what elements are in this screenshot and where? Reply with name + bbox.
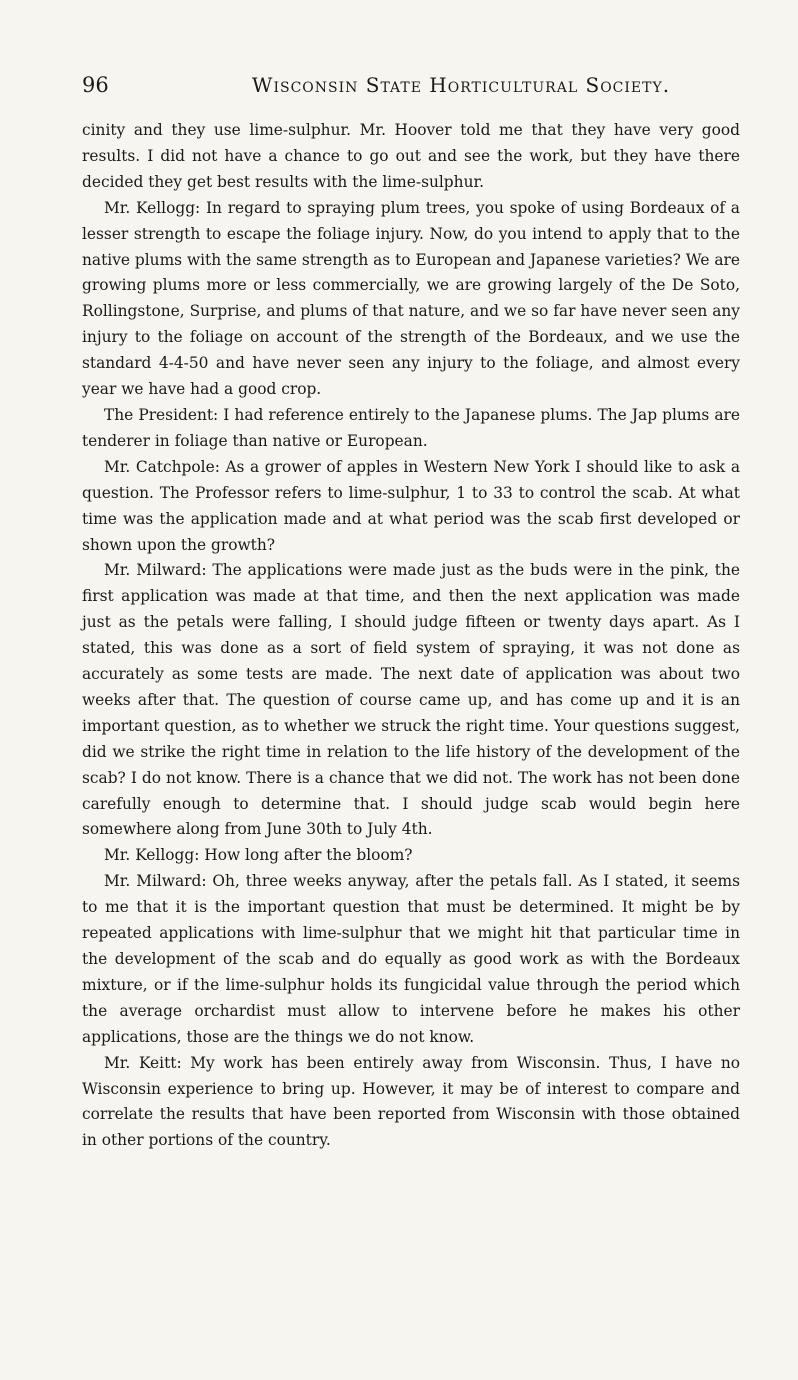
document-page	[82, 70, 740, 1154]
paragraph-milward-followup: Mr. Milward: Oh, three weeks anyway, after the petals fall. As I stated, it seems to me that it is the important question that must be determined. It might be by repeated applications with lime-sulphur that we might hit that particular time in the development of the scab and do equally as good work as with the Bordeaux mixture, or if the lime-sulphur holds its fungicidal value through the period which the average orchardist must allow to intervene before he makes his other applications, those are the things we do not know.	[82, 872, 740, 1046]
paragraph-keitt-remarks: Mr. Keitt: My work has been entirely away from Wisconsin. Thus, I have no Wisconsin experience to bring up. However, it may be of interest to compare and correlate the results that have been reported from Wisconsin with those obtained in other portions of the country.	[82, 1053, 740, 1150]
paragraph-continuation: cinity and they use lime-sulphur. Mr. Hoover told me that they have very good results. I did not have a chance to go out and see the work, but they have there decided they get best results with the lime-sulphur.	[82, 121, 740, 191]
running-head	[82, 70, 740, 104]
page-number: 96	[82, 73, 109, 97]
paragraph-president-reply: The President: I had reference entirely to the Japanese plums. The Jap plums are tenderer in foliage than native or European.	[82, 405, 740, 450]
journal-title: Wisconsin State Horticultural Society.	[251, 73, 671, 97]
paragraph-kellogg-question: Mr. Kellogg: In regard to spraying plum trees, you spoke of using Bordeaux of a lesser strength to escape the foliage injury. Now, do you intend to apply that to the native plums with the same strength as to European and Japanese varieties? We are growing plums more or less commercially, we are growing largely of the De Soto, Rollingstone, Surprise, and plums of that nature, and we so far have never seen any injury to the foliage on account of the strength of the Bordeaux, and we use the standard 4-4-50 and have never seen any injury to the foliage, and almost every year we have had a good crop.	[82, 198, 740, 399]
body-text	[82, 118, 740, 1154]
paragraph-kellogg-followup: Mr. Kellogg: How long after the bloom?	[104, 846, 413, 865]
paragraph-catchpole-question: Mr. Catchpole: As a grower of apples in Western New York I should like to ask a question. The Professor refers to lime-sulphur, 1 to 33 to control the scab. At what time was the application made and at what period was the scab first developed or shown upon the growth?	[82, 457, 740, 554]
paragraph-milward-reply: Mr. Milward: The applications were made just as the buds were in the pink, the first application was made at that time, and then the next application was made just as the petals were falling, I should judge fifteen or twenty days apart. As I stated, this was done as a sort of field system of spraying, it was not done as accurately as some tests are made. The next date of application was about two weeks after that. The question of course came up, and has come up and it is an important question, as to whether we struck the right time. Your questions suggest, did we strike the right time in relation to the life history of the development of the scab? I do not know. There is a chance that we did not. The work has not been done carefully enough to determine that. I should judge scab would begin here somewhere along from June 30th to July 4th.	[82, 561, 740, 839]
